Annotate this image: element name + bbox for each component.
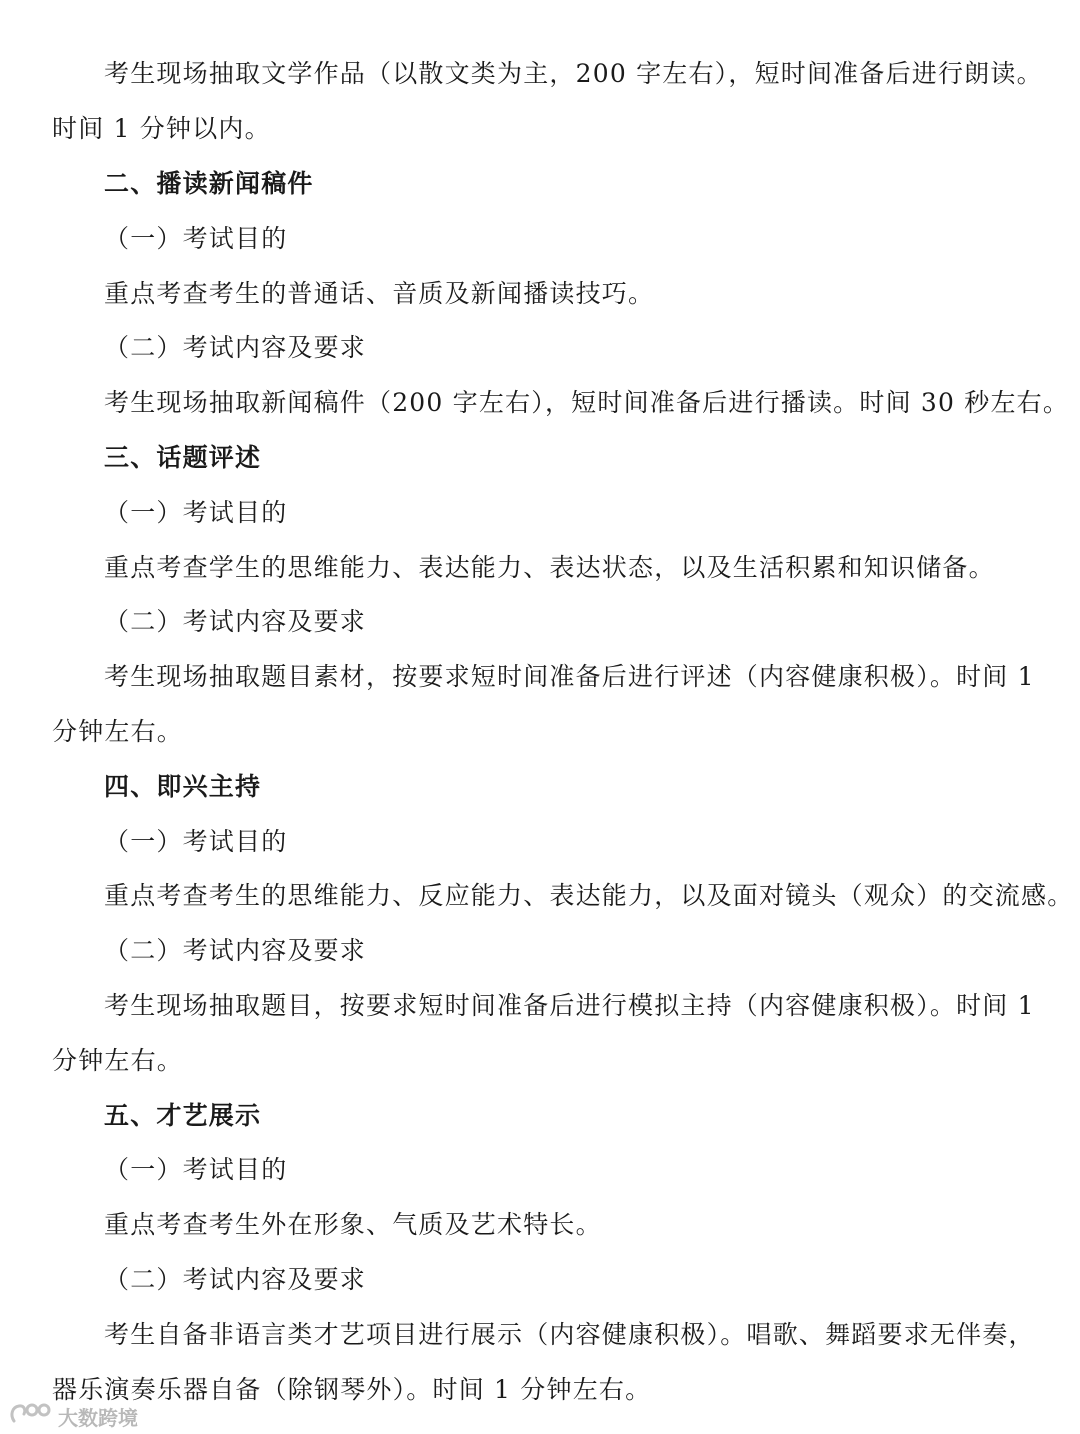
subsection-heading: （二）考试内容及要求 xyxy=(104,1265,367,1294)
subsection-heading: （二）考试内容及要求 xyxy=(104,936,367,965)
paragraph-line: 重点考查学生的思维能力、表达能力、表达状态，以及生活积累和知识储备。 xyxy=(104,553,995,582)
subsection-heading: （二）考试内容及要求 xyxy=(104,333,367,362)
section-heading: 二、播读新闻稿件 xyxy=(104,169,314,198)
paragraph-line: 考生现场抽取题目，按要求短时间准备后进行模拟主持（内容健康积极）。时间 1 xyxy=(104,991,1035,1020)
subsection-heading: （一）考试目的 xyxy=(104,224,288,253)
brand-logo-icon xyxy=(8,1401,52,1432)
paragraph-line: 时间 1 分钟以内。 xyxy=(52,114,271,143)
paragraph-line: 重点考查考生的思维能力、反应能力、表达能力，以及面对镜头（观众）的交流感。 xyxy=(104,881,1074,910)
paragraph-line: 重点考查考生的普通话、音质及新闻播读技巧。 xyxy=(104,279,655,308)
paragraph-line: 分钟左右。 xyxy=(52,717,184,746)
watermark-text: 大数跨境 xyxy=(58,1405,138,1430)
paragraph-line: 考生自备非语言类才艺项目进行展示（内容健康积极）。唱歌、舞蹈要求无伴奏， xyxy=(104,1320,1035,1349)
subsection-heading: （一）考试目的 xyxy=(104,1155,288,1184)
section-heading: 四、即兴主持 xyxy=(104,772,262,801)
subsection-heading: （二）考试内容及要求 xyxy=(104,607,367,636)
paragraph-line: 考生现场抽取题目素材，按要求短时间准备后进行评述（内容健康积极）。时间 1 xyxy=(104,662,1035,691)
paragraph-line: 考生现场抽取新闻稿件（200 字左右），短时间准备后进行播读。时间 30 秒左右。 xyxy=(104,388,1070,417)
paragraph-line: 分钟左右。 xyxy=(52,1046,184,1075)
subsection-heading: （一）考试目的 xyxy=(104,827,288,856)
paragraph-line: 重点考查考生外在形象、气质及艺术特长。 xyxy=(104,1210,602,1239)
section-heading: 五、才艺展示 xyxy=(104,1101,262,1130)
subsection-heading: （一）考试目的 xyxy=(104,498,288,527)
section-heading: 三、话题评述 xyxy=(104,443,262,472)
paragraph-line: 考生现场抽取文学作品（以散文类为主，200 字左右），短时间准备后进行朗读。 xyxy=(104,59,1043,88)
paragraph-line: 器乐演奏乐器自备（除钢琴外）。时间 1 分钟左右。 xyxy=(52,1375,652,1404)
watermark xyxy=(8,1400,138,1432)
